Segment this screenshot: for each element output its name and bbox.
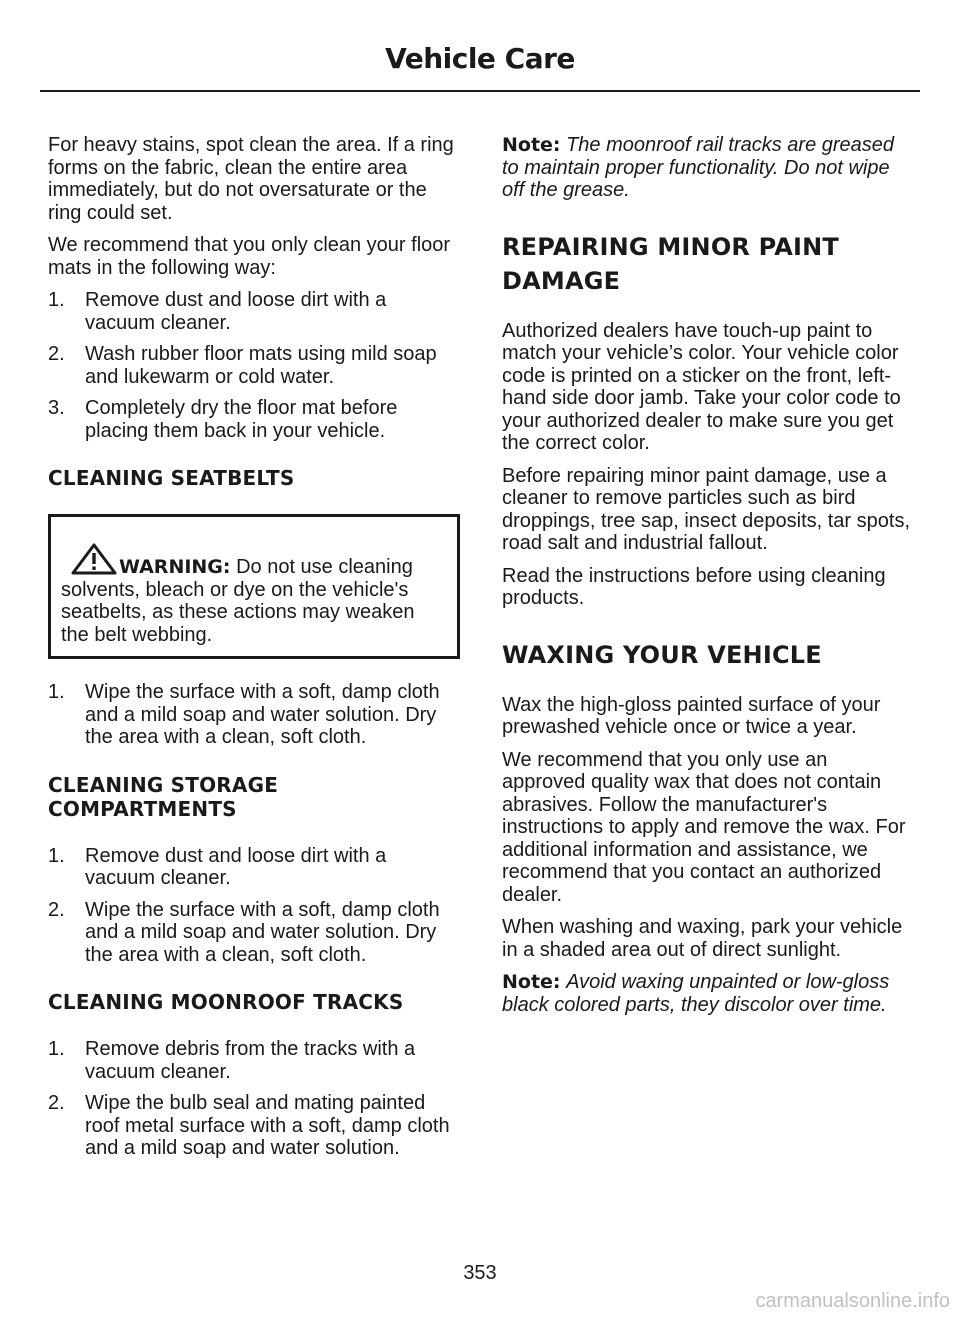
warning-box bbox=[48, 514, 460, 659]
paragraph-wax-recommend: We recommend that you only use an approved quality wax that does not contain abrasives. Follow the manufacturer's instructions to apply and remove the wax. For additional information and assistance, we recommend that you contact an authorized dealer. bbox=[502, 748, 906, 906]
paragraph-shaded-area: When washing and waxing, park your vehicle in a shaded area out of direct sunlight. bbox=[502, 916, 903, 961]
paragraph-wax-frequency: Wax the high-gloss painted surface of your prewashed vehicle once or twice a year. bbox=[502, 693, 881, 738]
list-item: 1. Wipe the surface with a soft, damp cloth and a mild soap and water solution. Dry the area with a clean, soft cloth. bbox=[48, 681, 440, 748]
heading-waxing: WAXING YOUR VEHICLE bbox=[502, 640, 822, 669]
paragraph-floor-mats-intro: We recommend that you only clean your floor mats in the following way: bbox=[48, 234, 451, 279]
note-text: Avoid waxing unpainted or low-gloss black colored parts, they discolor over time. bbox=[502, 971, 890, 1016]
paragraph-heavy-stains: For heavy stains, spot clean the area. If a ring forms on the fabric, clean the entire area immediately, but do not oversaturate or the ring could set. bbox=[48, 134, 454, 224]
list-item: 1. Remove dust and loose dirt with a vacuum cleaner. bbox=[48, 289, 387, 334]
heading-cleaning-seatbelts: CLEANING SEATBELTS bbox=[48, 466, 295, 490]
warning-triangle-icon bbox=[71, 543, 117, 575]
right-column bbox=[502, 134, 914, 1026]
note-label: Note: bbox=[502, 134, 561, 156]
page-number: 353 bbox=[463, 1262, 497, 1284]
paragraph-read-instructions: Read the instructions before using cleaning products. bbox=[502, 564, 886, 609]
list-item: 2. Wash rubber floor mats using mild soap and lukewarm or cold water. bbox=[48, 343, 437, 388]
note-text: The moonroof rail tracks are greased to maintain proper functionality. Do not wipe off the grease. bbox=[502, 134, 895, 201]
header-divider bbox=[40, 90, 920, 92]
list-item: 1. Remove dust and loose dirt with a vacuum cleaner. bbox=[48, 844, 387, 889]
paragraph-touch-up-paint: Authorized dealers have touch-up paint to match your vehicle’s color. Your vehicle color code is printed on a sticker on the front, left-hand side door jamb. Take your color code to your authorized dealer to make sure you get the correct color. bbox=[502, 319, 901, 454]
watermark: carmanualsonline.info bbox=[755, 1290, 950, 1312]
note-moonroof bbox=[502, 134, 914, 202]
left-column bbox=[48, 134, 460, 1169]
note-label: Note: bbox=[502, 971, 561, 993]
list-item: 2. Wipe the bulb seal and mating painted roof metal surface with a soft, damp cloth and a mild soap and water solution. bbox=[48, 1092, 450, 1159]
list-item: 2. Wipe the surface with a soft, damp cloth and a mild soap and water solution. Dry the area with a clean, soft cloth. bbox=[48, 898, 440, 966]
seatbelt-steps bbox=[48, 681, 460, 749]
storage-steps bbox=[48, 845, 460, 967]
moonroof-steps bbox=[48, 1038, 460, 1160]
warning-text: Do not use cleaning solvents, bleach or dye on the vehicle's seatbelts, as these actions may weaken the belt webbing. bbox=[61, 556, 415, 646]
heading-repairing-paint: REPAIRING MINOR PAINT DAMAGE bbox=[502, 232, 840, 295]
page-title: Vehicle Care bbox=[385, 42, 575, 75]
list-item: 3. Completely dry the floor mat before placing them back in your vehicle. bbox=[48, 397, 398, 442]
heading-cleaning-moonroof: CLEANING MOONROOF TRACKS bbox=[48, 990, 404, 1014]
heading-cleaning-storage: CLEANING STORAGE COMPARTMENTS bbox=[48, 772, 279, 821]
list-item: 1. Remove debris from the tracks with a vacuum cleaner. bbox=[48, 1038, 416, 1083]
paragraph-before-repairing: Before repairing minor paint damage, use a cleaner to remove particles such as bird droppings, tree sap, insect deposits, tar spots, road salt and industrial fallout. bbox=[502, 464, 910, 554]
floor-mat-steps bbox=[48, 289, 460, 442]
note-waxing bbox=[502, 971, 914, 1016]
warning-label: WARNING: bbox=[119, 556, 231, 578]
